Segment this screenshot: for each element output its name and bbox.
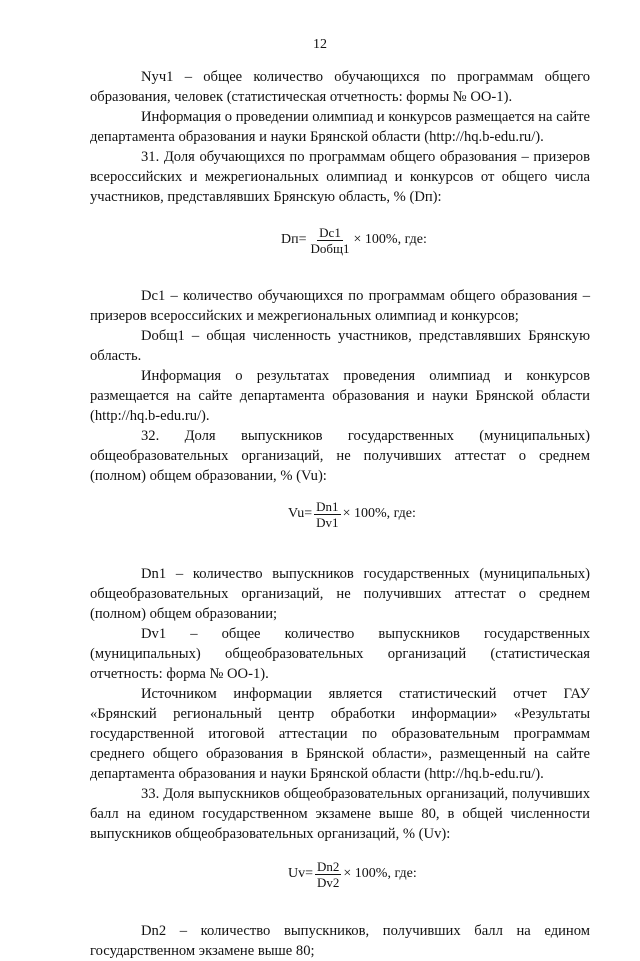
formula-vu [90,497,590,531]
formula-denominator: Dv1 [316,514,339,530]
formula-numerator: Dn2 [317,858,340,874]
formula-denominator: Dv2 [317,874,340,890]
formula-numerator: Dn1 [316,498,339,514]
formula-uv [90,857,590,891]
paragraph-dc1-definition: Dс1 – количество обучающихся по программам общего образования – призеров всероссийских и межрегиональных олимпиад и конкурсов; [90,288,590,324]
page-body [90,67,590,961]
paragraph-statistical-source: Источником информации является статистический отчет ГАУ «Брянский региональный центр обработки информации» «Результаты государственной итоговой аттестации по образовательным программам среднего общего образования в Брянской области», размещенный на сайте департамента образования и науки Брянской области (http://hq.b-edu.ru/). [90,686,590,782]
formula-dp [90,223,590,257]
formula-lhs: Dп= [281,232,307,247]
formula-fraction [315,859,341,890]
paragraph-dobsh1-definition: Dобщ1 – общая численность участников, представлявших Брянскую область. [90,328,590,364]
formula-rhs: × 100%, где: [343,866,417,881]
paragraph-item-33: 33. Доля выпускников общеобразовательных организаций, получивших балл на едином государственном экзамене выше 80, в общей численности выпускников общеобразовательных организаций, % (Uv): [90,786,590,842]
paragraph-olympiad-info-source: Информация о проведении олимпиад и конкурсов размещается на сайте департамента образования и науки Брянской области (http://hq.b-edu.ru/). [90,109,590,145]
paragraph-results-info-source: Информация о результатах проведения олимпиад и конкурсов размещается на сайте департамента образования и науки Брянской области (http://hq.b-edu.ru/). [90,368,590,424]
page-number: 12 [313,37,327,52]
formula-denominator: Dобщ1 [310,240,350,256]
formula-rhs: × 100%, где: [353,232,427,247]
formula-numerator: Dс1 [319,224,341,240]
formula-lhs: Vu= [288,506,313,521]
paragraph-dn2-definition: Dn2 – количество выпускников, получивших балл на едином государственном экзамене выше 80; [90,923,590,959]
paragraph-item-32: 32. Доля выпускников государственных (муниципальных) общеобразовательных организаций, не получивших аттестат о среднем (полном) общем образовании, % (Vu): [90,428,590,484]
formula-rhs: × 100%, где: [342,506,416,521]
paragraph-nuch1-definition: Nуч1 – общее количество обучающихся по программам общего образования, человек (статистическая отчетность: формы № ОО-1). [90,69,590,105]
formula-fraction [309,225,352,256]
formula-fraction [314,499,340,530]
paragraph-dn1-definition: Dn1 – количество выпускников государственных (муниципальных) общеобразовательных организаций, не получивших аттестат о среднем (полном) общем образовании; [90,566,590,622]
formula-lhs: Uv= [288,866,314,881]
paragraph-item-31: 31. Доля обучающихся по программам общего образования – призеров всероссийских и межрегиональных олимпиад и конкурсов от общего числа участников, представлявших Брянскую область, % (Dп): [90,149,590,205]
paragraph-dv1-definition: Dv1 – общее количество выпускников государственных (муниципальных) общеобразовательных организаций (статистическая отчетность: форма № ОО-1). [90,626,590,682]
